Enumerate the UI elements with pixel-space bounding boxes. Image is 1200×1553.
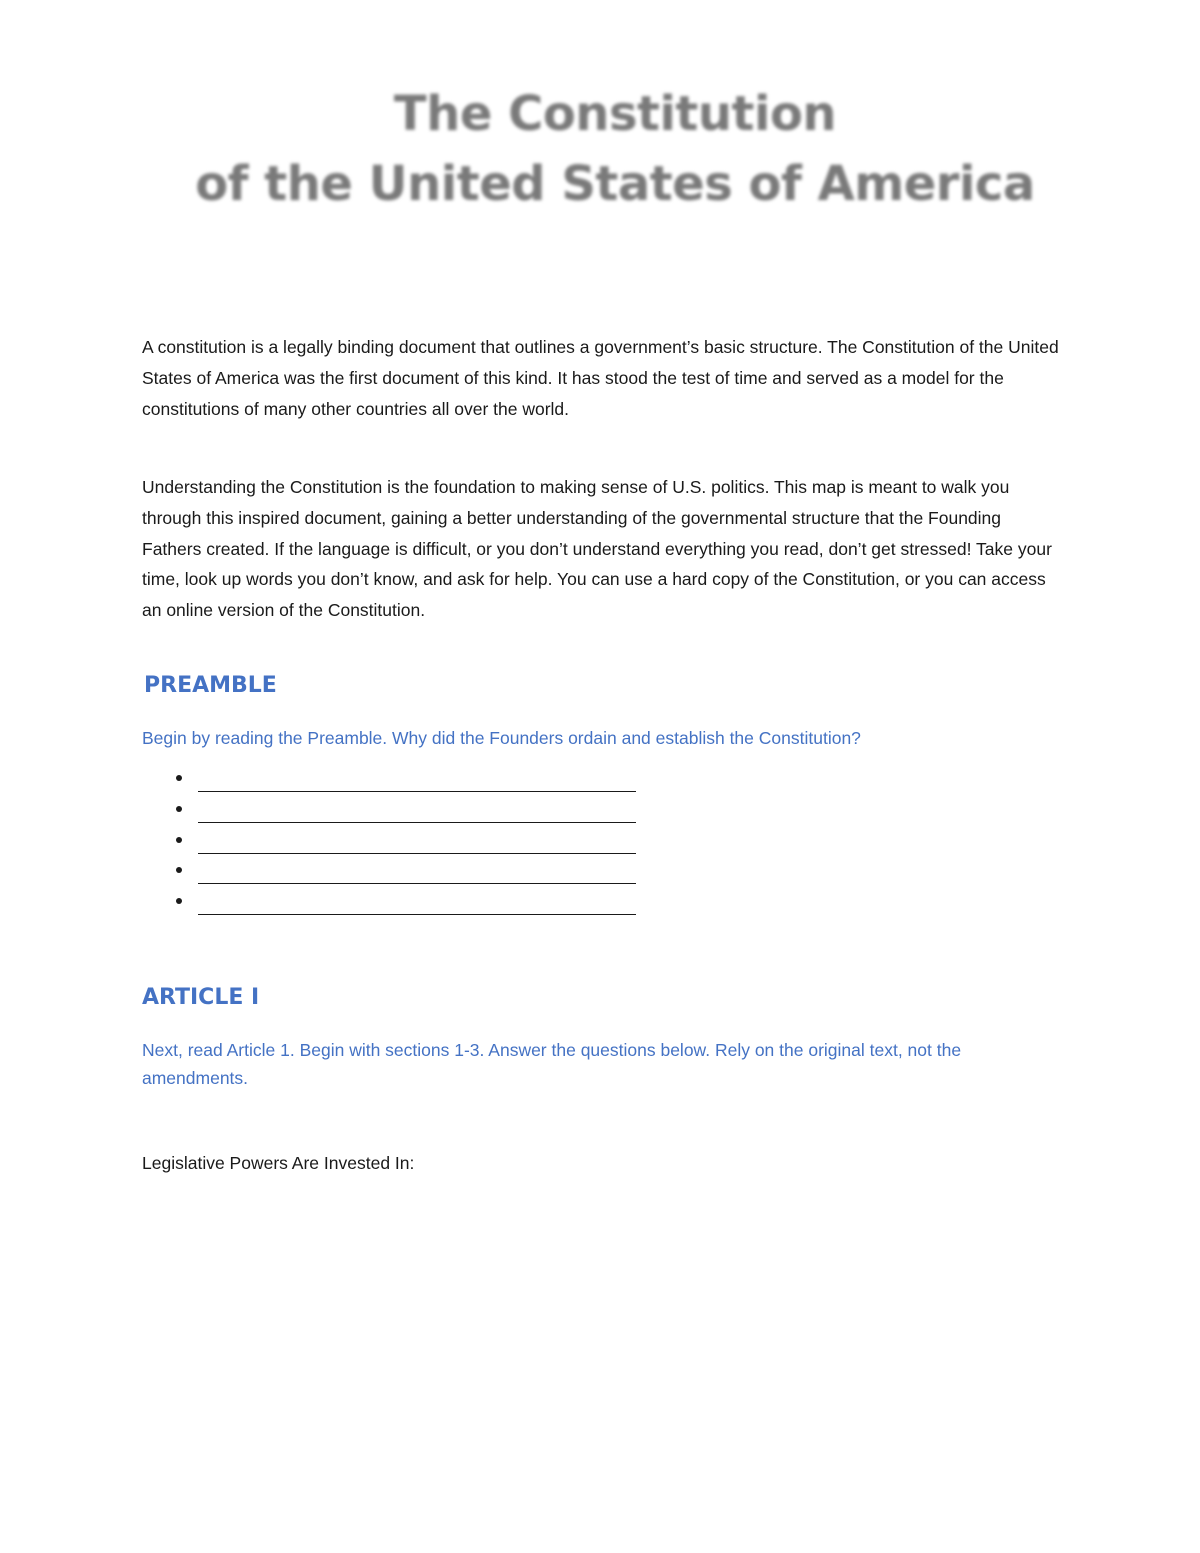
- answer-blank-line[interactable]: [198, 791, 636, 792]
- intro-paragraph-2: Understanding the Constitution is the foundation to making sense of U.S. politics. This map is meant to walk you through this inspired document, gaining a better understanding of the governmental structure that the Founding Fathers created. If the language is difficult, or you don’t understand everything you read, don’t get stressed! Take your time, look up words you don’t know, and ask for help. You can use a hard copy of the Constitution, or you can access an online version of the Constitution.: [142, 477, 1052, 621]
- bullet-icon: [176, 775, 182, 781]
- intro-paragraph-1: A constitution is a legally binding document that outlines a government’s basic structure. The Constitution of the United States of America was the first document of this kind. It has stood the test of time and served as a model for the constitutions of many other countries all over the world.: [142, 337, 1059, 419]
- preamble-prompt: Begin by reading the Preamble. Why did the Founders ordain and establish the Constitution?: [142, 728, 861, 748]
- legislative-powers-label: Legislative Powers Are Invested In:: [142, 1153, 415, 1173]
- article-1-prompt: Next, read Article 1. Begin with sections 1-3. Answer the questions below. Rely on the original text, not the amendments.: [142, 1040, 962, 1088]
- answer-blank-line[interactable]: [198, 883, 636, 884]
- bullet-icon: [176, 806, 182, 812]
- preamble-heading: PREAMBLE: [144, 673, 277, 698]
- bullet-icon: [176, 837, 182, 843]
- answer-blank-line[interactable]: [198, 822, 636, 823]
- bullet-icon: [176, 867, 182, 873]
- answer-blank-line[interactable]: [198, 853, 636, 854]
- article-1-heading: ARTICLE I: [142, 985, 260, 1010]
- document-title-line-2: of the United States of America: [195, 156, 1035, 212]
- bullet-icon: [176, 898, 182, 904]
- answer-blank-line[interactable]: [198, 914, 636, 915]
- document-title-line-1: The Constitution: [393, 86, 837, 142]
